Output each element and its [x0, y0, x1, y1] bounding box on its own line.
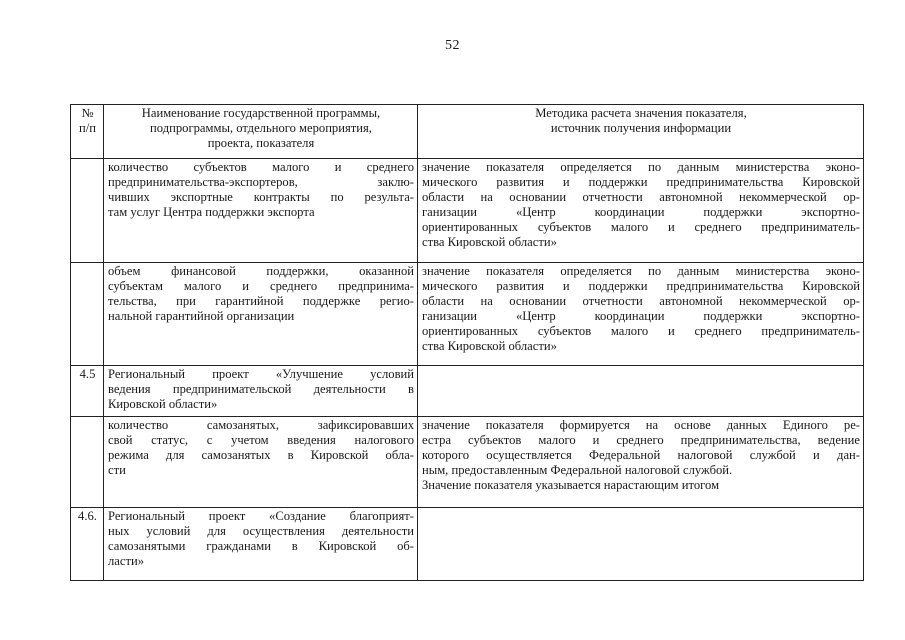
- header-name-line: Наименование государственной программы,: [141, 106, 381, 120]
- table-row: [71, 366, 864, 417]
- text-line: Региональный проект «Создание благоприят-: [108, 509, 414, 523]
- text-line: тельства, при гарантийной поддержке регио-: [108, 294, 414, 308]
- text-line: нальной гарантийной организации: [108, 309, 295, 323]
- indicator-name: [104, 159, 418, 263]
- text-line: ориентированных субъектов малого и среднего предприниматель-: [422, 324, 860, 338]
- text-line: значение показателя определяется по данным министерства эконо-: [422, 264, 860, 278]
- text-line: чивших экспортные контракты по результа-: [108, 190, 414, 204]
- text-line: там услуг Центра поддержки экспорта: [108, 205, 315, 219]
- method-description: [418, 366, 864, 417]
- table-row: [71, 159, 864, 263]
- header-method-line: источник получения информации: [550, 121, 732, 135]
- text-line: сти: [108, 463, 126, 477]
- text-line: свой статус, с учетом введения налогового: [108, 433, 414, 447]
- text-line: естра субъектов малого и среднего предпринимательства, ведение: [422, 433, 860, 447]
- row-number: [71, 417, 104, 508]
- text-line: области на основании отчетности автономной некоммерческой ор-: [422, 190, 860, 204]
- indicator-name: [104, 263, 418, 366]
- text-line: ласти»: [108, 554, 145, 568]
- page-number: 52: [445, 38, 460, 53]
- text-line: ства Кировской области»: [422, 339, 557, 353]
- text-line: значение показателя определяется по данным министерства эконо-: [422, 160, 860, 174]
- method-description: [418, 417, 864, 508]
- row-number: 4.6.: [71, 508, 104, 581]
- header-method: [418, 105, 864, 159]
- text-line: объем финансовой поддержки, оказанной: [108, 264, 414, 278]
- row-number: 4.5: [71, 366, 104, 417]
- header-method-line: Методика расчета значения показателя,: [535, 106, 747, 120]
- table-row: [71, 508, 864, 581]
- text-line: Региональный проект «Улучшение условий: [108, 367, 414, 381]
- indicator-name: [104, 508, 418, 581]
- table-header-row: [71, 105, 864, 159]
- text-line: режима для самозанятых в Кировской обла-: [108, 448, 414, 462]
- text-line: ганизации «Центр координации поддержки экспортно-: [422, 309, 860, 323]
- table-row: [71, 417, 864, 508]
- text-line: ных условий для осуществления деятельности: [108, 524, 414, 538]
- method-description: [418, 159, 864, 263]
- header-number-line: №: [81, 106, 94, 120]
- text-line: Значение показателя указывается нарастающим итогом: [422, 478, 720, 492]
- indicator-name: [104, 366, 418, 417]
- indicator-name: [104, 417, 418, 508]
- header-name: [104, 105, 418, 159]
- text-line: количество субъектов малого и среднего: [108, 160, 414, 174]
- text-line: ведения предпринимательской деятельности в: [108, 382, 414, 396]
- header-name-line: проекта, показателя: [207, 136, 315, 150]
- text-line: субъектам малого и среднего предпринима-: [108, 279, 414, 293]
- text-line: количество самозанятых, зафиксировавших: [108, 418, 414, 432]
- text-line: области на основании отчетности автономной некоммерческой ор-: [422, 294, 860, 308]
- text-line: мического развития и поддержки предпринимательства Кировской: [422, 279, 860, 293]
- method-description: [418, 263, 864, 366]
- row-number: [71, 263, 104, 366]
- header-number: [71, 105, 104, 159]
- text-line: самозанятыми гражданами в Кировской об-: [108, 539, 414, 553]
- text-line: ориентированных субъектов малого и среднего предприниматель-: [422, 220, 860, 234]
- text-line: ганизации «Центр координации поддержки экспортно-: [422, 205, 860, 219]
- header-name-line: подпрограммы, отдельного мероприятия,: [150, 121, 372, 135]
- methodology-table: [70, 104, 864, 581]
- text-line: ным, предоставленным Федеральной налоговой службой.: [422, 463, 733, 477]
- row-number: [71, 159, 104, 263]
- text-line: которого осуществляется Федеральной налоговой службой и дан-: [422, 448, 860, 462]
- text-line: Кировской области»: [108, 397, 218, 411]
- text-line: предпринимательства-экспортеров, заклю-: [108, 175, 414, 189]
- header-number-line: п/п: [79, 121, 96, 135]
- text-line: значение показателя формируется на основе данных Единого ре-: [422, 418, 860, 432]
- text-line: ства Кировской области»: [422, 235, 557, 249]
- text-line: мического развития и поддержки предпринимательства Кировской: [422, 175, 860, 189]
- table-row: [71, 263, 864, 366]
- method-description: [418, 508, 864, 581]
